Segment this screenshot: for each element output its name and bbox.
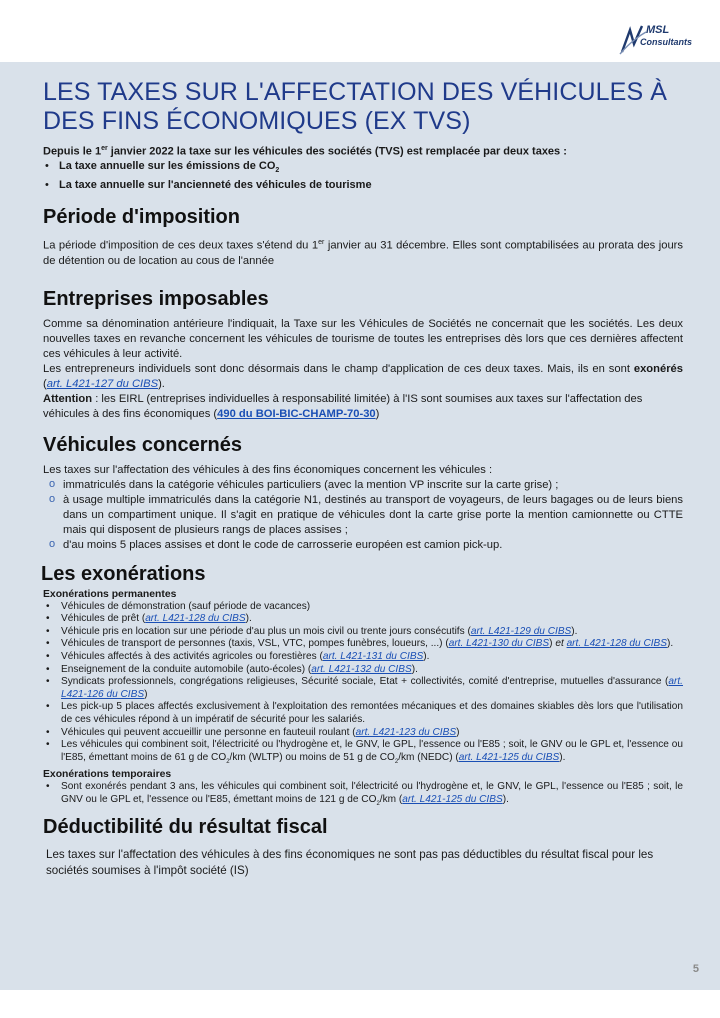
periode-text: La période d'imposition de ces deux taxes s'étend du 1er janvier au 31 décembre. Elles sont comptabilisées au prorata des jours de détention ou de location au cous de l'année: [43, 238, 683, 267]
cibs-link[interactable]: art. L421-129 du CIBS: [470, 625, 572, 637]
cibs-link[interactable]: art. L421-125 du CIBS: [458, 751, 560, 763]
section-heading-exonerations: Les exonérations: [41, 562, 206, 585]
page-number: 5: [692, 963, 699, 975]
cibs-link[interactable]: art. L421-128 du CIBS: [145, 613, 246, 625]
vehicules-intro: Les taxes sur l'affectation des véhicules à des fins économiques concernent les véhicules :: [43, 463, 493, 476]
list-item: • Véhicules de prêt (art. L421-128 du CIBS).: [61, 613, 683, 626]
entreprises-paragraph: Les entrepreneurs individuels sont donc désormais dans le champ d'application de ces deux taxes. Mais, ils en sont exonérés (art. L421-127 du CIBS).: [43, 362, 683, 390]
cibs-link[interactable]: art. L421-126 du CIBS: [61, 676, 683, 700]
list-item: • Les véhicules qui combinent soit, l'électricité ou l'hydrogène et, le GNV, le GPL, l'essence ou l'E85 ; soit, le GNV ou le GPL et, l'essence ou l'E85, émettant moins de 61 g de $CO_2/km$ (WLTP) ou moins de 51 g de $CO_2/km$ (NEDC) (art. L421-125 du CIBS).: [61, 739, 683, 768]
logo-subtext: Consultants: [640, 37, 693, 47]
cibs-link[interactable]: art. L421-132 du CIBS: [311, 663, 412, 675]
list-item: • Véhicules qui peuvent accueillir une personne en fauteuil roulant (art. L421-123 du CIBS): [61, 727, 683, 740]
section-heading-deductibilite: Déductibilité du résultat fiscal: [43, 815, 328, 838]
logo-text: MSL: [646, 24, 670, 36]
list-item: • Enseignement de la conduite automobile (auto-écoles) (art. L421-132 du CIBS).: [61, 664, 683, 677]
boi-link[interactable]: 490 du BOI-BIC-CHAMP-70-30: [217, 407, 376, 420]
list-item: • Sont exonérés pendant 3 ans, les véhicules qui combinent soit, l'électricité ou l'hydrogène et, le GNV, le GPL, l'essence ou l'E85 ; soit, le GNV ou le GPL et, l'essence ou l'E85, émettant moins de 121 g de $CO_2/km$ (art. L421-125 du CIBS).: [61, 781, 683, 810]
exonerations-permanentes-list: [43, 601, 683, 769]
list-item: • Véhicules affectés à des activités agricoles ou forestières (art. L421-131 du CIBS).: [61, 651, 683, 664]
company-logo: [618, 22, 698, 60]
cibs-link[interactable]: art. L421-125 du CIBS: [402, 793, 503, 805]
cibs-link[interactable]: art. L421-123 du CIBS: [355, 726, 457, 738]
deductibilite-text: Les taxes sur l'affectation des véhicules à des fins économiques ne sont pas pas déductibles du résultat fiscal pour les sociétés soumises à l'impôt société (IS): [46, 847, 654, 877]
vehicules-list: [43, 478, 683, 553]
list-item: o d'au moins 5 places assises et dont le code de carrosserie européen est camion pick-up.: [63, 538, 683, 553]
list-item: o immatriculés dans la catégorie véhicules particuliers (avec la mention VP inscrite sur la carte grise) ;: [63, 478, 683, 493]
list-item: • La taxe annuelle sur les émissions de $CO_2$: [59, 159, 683, 178]
document-content: [43, 78, 683, 879]
list-item: o à usage multiple immatriculés dans la catégorie N1, destinés au transport de voyageurs, de leurs bagages ou de leurs biens dans un compartiment unique. Il s'agit en pratique de véhicules dont la carte grise porte la mention camionnette ou CTTE mais qui disposent de plusieurs rangs de places assises ;: [63, 493, 683, 538]
list-item: • Syndicats professionnels, congrégations religieuses, Sécurité sociale, Etat + collectivités, comité d'entreprise, mutuelles d'assurance (art. L421-126 du CIBS): [61, 676, 683, 701]
list-item: • La taxe annuelle sur l'ancienneté des véhicules de tourisme: [59, 178, 683, 192]
entreprises-paragraph: Comme sa dénomination antérieure l'indiquait, la Taxe sur les Véhicules de Sociétés ne concernait que les sociétés. Les deux nouvelles taxes en revanche concernent les véhicules de tourisme de toutes les entreprises dès lors que ces dernières affectent ces véhicules à leur activité.: [43, 317, 683, 360]
exonerations-temporaires-list: [43, 781, 683, 810]
intro-list: [43, 159, 683, 192]
list-item: • Les pick-up 5 places affectés exclusivement à l'exploitation des remontées mécaniques et des domaines skiables dès lors que l'utilisation de ces véhicules répond à un impératif de sécurité pour les salariés.: [61, 701, 683, 726]
list-item: • Véhicule pris en location sur une période d'au plus un mois civil ou trente jours consécutifs (art. L421-129 du CIBS).: [61, 626, 683, 639]
cibs-link[interactable]: art. L421-130 du CIBS: [448, 638, 550, 650]
section-heading-vehicules: Véhicules concernés: [43, 433, 242, 456]
entreprises-attention: Attention : les EIRL (entreprises individuelles à responsabilité limitée) à l'IS sont soumises aux taxes sur l'affectation des véhicules à des fins économiques (490 du BOI-BIC-CHAMP-70-30): [43, 392, 643, 420]
exonerations-temporaires-heading: Exonérations temporaires: [43, 769, 172, 781]
list-item: • Véhicules de transport de personnes (taxis, VSL, VTC, pompes funèbres, loueurs, ...) (art. L421-130 du CIBS) et art. L421-128 du CIBS).: [61, 638, 683, 651]
cibs-link[interactable]: art. L421-131 du CIBS: [322, 650, 424, 662]
page-header: [0, 0, 720, 62]
cibs-link[interactable]: art. L421-127 du CIBS: [46, 377, 159, 390]
section-heading-periode: Période d'imposition: [43, 205, 240, 228]
intro-text: Depuis le 1er janvier 2022 la taxe sur les véhicules des sociétés (TVS) est remplacée par deux taxes :: [43, 145, 567, 158]
intro-section: [43, 142, 683, 192]
list-item: • Véhicules de démonstration (sauf période de vacances): [61, 601, 683, 614]
section-heading-entreprises: Entreprises imposables: [43, 287, 269, 310]
page-title: LES TAXES SUR L'AFFECTATION DES VÉHICULES À DES FINS ÉCONOMIQUES (EX TVS): [43, 78, 668, 135]
exonerations-permanentes-heading: Exonérations permanentes: [43, 588, 177, 600]
cibs-link[interactable]: art. L421-128 du CIBS: [566, 638, 668, 650]
